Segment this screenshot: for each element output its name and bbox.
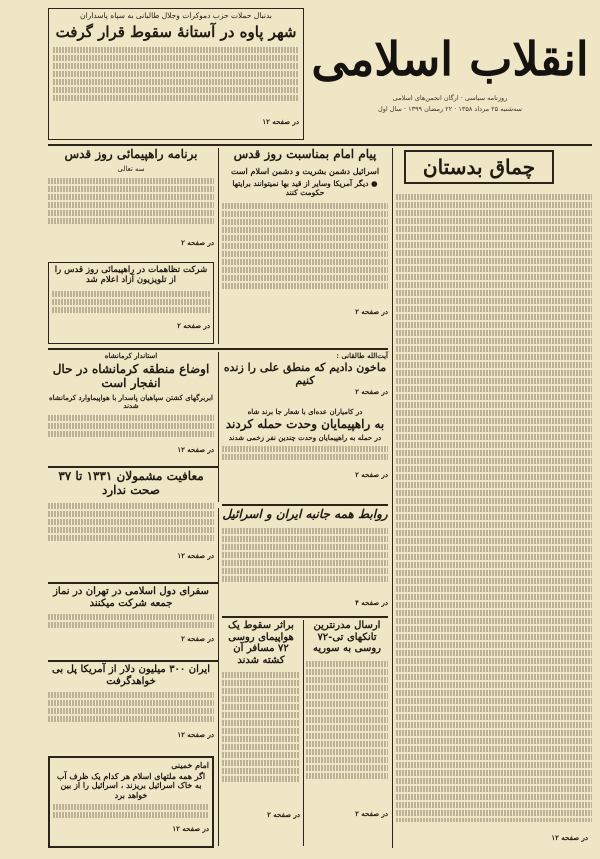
imam-message-see: در صفحه ۲ [355,307,388,317]
iran-us [48,664,214,752]
kermanshah-see: در صفحه ۱۲ [177,444,214,454]
workers-quds-see: در صفحه ۲ [177,320,210,330]
aircraft-headline: براثر سقوط یک هواپیمای روسی ۷۲ مسافر آن کشته شدند [228,620,294,666]
iran-us-body [48,690,214,730]
workers-quds [48,262,214,344]
khomeini-box [48,756,214,848]
quds-program-see: در صفحه ۲ [181,237,214,247]
khomeini-body [53,802,209,824]
editorial-body [396,192,592,822]
march-see: در صفحه ۲ [355,469,388,479]
conscripts-headline: معافیت مشمولان ۱۳۳۱ تا ۳۷ [58,469,204,483]
ambassadors-headline: سفرای دول اسلامی در تهران در نماز جمعه شرکت میکنند [53,586,209,609]
ambassadors-see: در صفحه ۲ [181,634,214,643]
editorial-column [396,148,592,848]
conscripts-body [48,501,214,551]
ambassadors-body [48,612,214,634]
aircraft-body [222,670,300,810]
imam-message [222,148,388,344]
kermanshah [48,352,214,462]
masthead-subtitle: روزنامه سیاسی · ارگان انجمن‌های اسلامی [392,94,508,102]
relations-headline: روابط همه جانبه ایران و اسرائیل [222,507,388,521]
relations-body [222,526,388,598]
masthead-date: سه‌شنبه ۲۵ مرداد ۱۳۵۸ · ۲۲ رمضان ۱۳۹۹ · سال اول [377,105,522,113]
tanks [306,620,388,846]
logic-article [222,352,388,406]
tanks-body [306,659,388,809]
top-article-body [53,45,299,117]
khomeini-headline: اگر همه ملتهای اسلام هر کدام یک ظرف آب به خاک اسرائیل بریزند ، اسرائیل را از بین خواهد برد [56,771,206,800]
tanks-see: در صفحه ۲ [355,808,388,818]
relations [222,508,388,612]
quds-program-headline: برنامه راهپیمائی روز قدس [64,147,198,161]
aircraft-see: در صفحه ۲ [267,810,300,819]
ambassadors [48,586,214,656]
march-kicker: در کامیاران عده‌ای با شعار جا برند شاه [247,407,363,416]
workers-quds-headline: شرکت تظاهمات در راهپیمائی روز قدس را [54,265,208,275]
editorial-see: در صفحه ۱۲ [551,833,588,842]
march-article [222,408,388,500]
kermanshah-body [48,413,214,445]
imam-message-sub2: ● دیگر آمریکا وسایر از قید بها نمیتوانند برایتها حکومت کنند [232,178,378,197]
kermanshah-sub: ابربرگهای کشتن سپاهیان پاسدار با هواپیماوارد کرمانشاه شدند [49,392,213,410]
top-article-kicker: بدنبال حملات حزب دموکرات وجلال طالبانی به سپاه پاسداران [80,11,272,20]
tanks-headline: ارسال مدرنترین تانکهای تی-۷۲ روسی به سوریه [313,620,381,654]
khomeini-kicker: امام خمینی [171,760,209,770]
workers-quds-body [52,289,210,321]
imam-message-body [222,201,388,307]
top-article-headline: شهر پاوه در آستانهٔ سقوط قرار گرفت [55,22,297,41]
logic-kicker: آیت‌الله طالقانی : [336,351,388,360]
conscripts [48,470,214,578]
top-article [48,8,304,140]
workers-quds-headline2: از تلویزیون آزاد اعلام شد [86,274,176,285]
relations-see: در صفحه ۴ [355,597,388,607]
masthead [308,8,592,140]
editorial-headline-box [404,150,554,184]
editorial-headline: چماق بدستان [422,155,536,179]
conscripts-see: در صفحه ۱۲ [177,550,214,560]
kermanshah-kicker: استاندار کرمانشاه [104,351,158,360]
logic-headline: ماخون دادیم که منطق علی را زنده کنیم [223,361,387,387]
top-article-see: در صفحه ۱۲ [262,116,299,126]
newspaper-page [8,8,592,851]
kermanshah-headline: اوضاع منطقه کرمانشاه در حال انفجار است [52,362,210,390]
logic-see: در صفحه ۲ [355,387,388,397]
masthead-title: انقلاب اسلامی [311,32,589,86]
iran-us-headline: ایران ۳۰۰ میلیون دلار از آمریکا پل بی خواهدگرفت [52,664,210,687]
khomeini-see: در صفحه ۱۲ [172,823,209,833]
march-headline: به راهپیمایان وحدت حمله کردند [225,417,385,432]
conscripts-headline2: صحت ندارد [101,482,160,497]
imam-message-sub1: اسرائیل دشمن بشریت و دشمن اسلام است [230,165,380,176]
march-sub: در حمله به راهپیمایان وحدت چندین نفر زخمی شدند [228,432,382,442]
aircraft [222,620,300,846]
imam-message-headline: پیام امام بمناسبت روز قدس [233,147,377,161]
quds-program-body [48,176,214,238]
quds-program [48,148,214,258]
march-body [222,444,388,470]
iran-us-see: در صفحه ۱۲ [177,730,214,739]
quds-program-subhead: سه تعالی [117,164,145,173]
